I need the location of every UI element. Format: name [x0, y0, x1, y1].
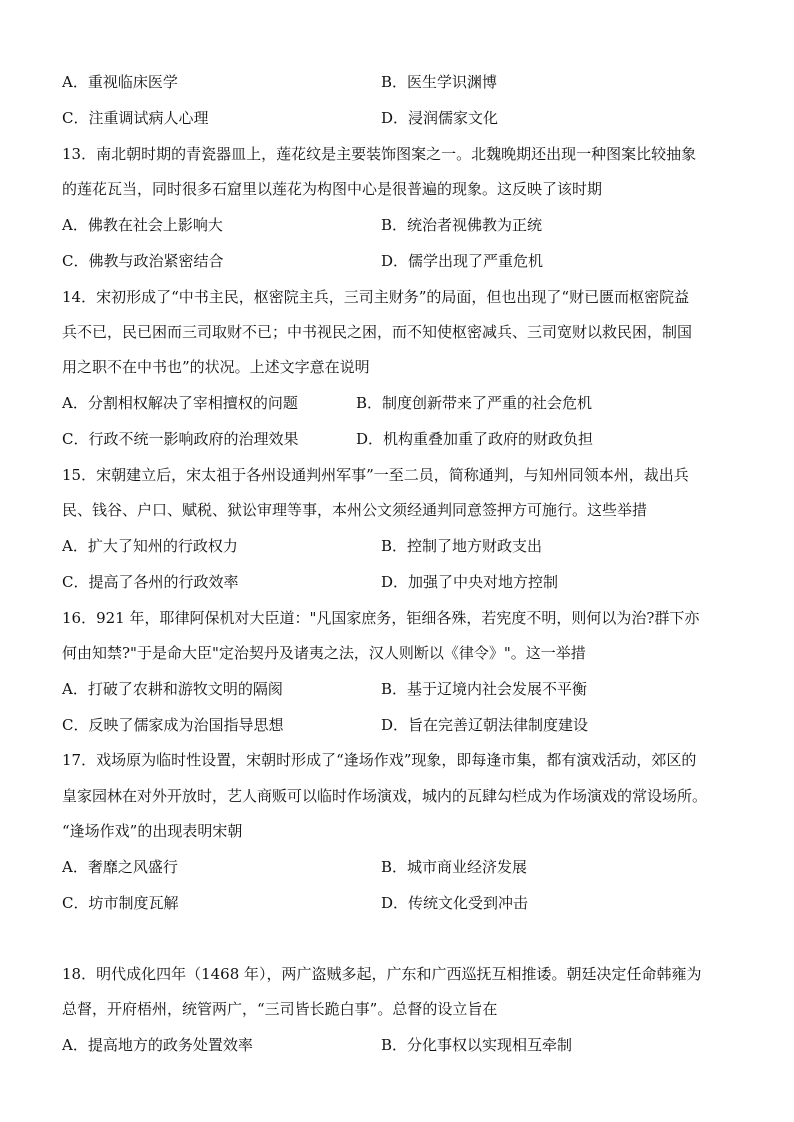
- q13-option-c: C．佛教与政治紧密结合: [62, 252, 224, 270]
- q18-option-b: B．分化事权以实现相互牵制: [381, 1036, 573, 1054]
- q12-option-b: B．医生学识渊博: [381, 73, 498, 91]
- q14-option-d: D．机构重叠加重了政府的财政负担: [356, 430, 594, 448]
- q15-option-c: C．提高了各州的行政效率: [62, 573, 239, 591]
- q16-option-d: D．旨在完善辽朝法律制度建设: [381, 716, 589, 734]
- q12-option-d: D．浸润儒家文化: [381, 109, 499, 127]
- q15-stem-line-1: 15．宋朝建立后，宋太祖于各州设通判州军事”一至二员，简称通判，与知州同领本州，裁出兵: [62, 466, 689, 484]
- q15-option-b: B．控制了地方财政支出: [381, 537, 543, 555]
- q16-stem-line-1: 16．921 年，耶律阿保机对大臣道："凡国家庶务，钜细各殊，若宪度不明，则何以为治?群下亦: [62, 609, 700, 627]
- q17-option-b: B．城市商业经济发展: [381, 858, 528, 876]
- q16-option-b: B．基于辽境内社会发展不平衡: [381, 680, 588, 698]
- q13-option-d: D．儒学出现了严重危机: [381, 252, 544, 270]
- q17-option-a: A．奢靡之风盛行: [62, 858, 178, 876]
- q14-option-b: B．制度创新带来了严重的社会危机: [356, 394, 593, 412]
- q15-stem-line-2: 民、钱谷、户口、赋税、狱讼审理等事，本州公文须经通判同意签押方可施行。这些举措: [62, 501, 648, 519]
- q15-option-d: D．加强了中央对地方控制: [381, 573, 559, 591]
- q17-option-d: D．传统文化受到冲击: [381, 894, 529, 912]
- q12-option-c: C．注重调试病人心理: [62, 109, 209, 127]
- q14-stem-line-1: 14．宋初形成了“中书主民，枢密院主兵，三司主财务”的局面，但也出现了“财已匮而枢密院益: [62, 288, 690, 306]
- q18-option-a: A．提高地方的政务处置效率: [62, 1036, 253, 1054]
- q17-stem-line-1: 17．戏场原为临时性设置，宋朝时形成了“逢场作戏”现象，即每逢市集，都有演戏活动，郊区的: [62, 751, 697, 769]
- q16-option-c: C．反映了儒家成为治国指导思想: [62, 716, 284, 734]
- q16-option-a: A．打破了农耕和游牧文明的隔阂: [62, 680, 283, 698]
- q14-stem-line-3: 用之职不在中书也”的状况。上述文字意在说明: [62, 358, 370, 376]
- q17-stem-line-2: 皇家园林在对外开放时，艺人商贩可以临时作场演戏，城内的瓦肆勾栏成为作场演戏的常设场所。: [62, 787, 708, 805]
- q14-option-c: C．行政不统一影响政府的治理效果: [62, 430, 299, 448]
- q14-option-a: A．分割相权解决了宰相擅权的问题: [62, 394, 298, 412]
- q17-stem-line-3: “逢场作戏”的出现表明宋朝: [62, 822, 243, 840]
- q13-stem-line-1: 13．南北朝时期的青瓷器皿上，莲花纹是主要装饰图案之一。北魏晚期还出现一种图案比较抽象: [62, 145, 697, 163]
- q12-option-a: A．重视临床医学: [62, 73, 178, 91]
- q18-stem-line-1: 18．明代成化四年（1468 年），两广盗贼多起，广东和广西巡抚互相推诿。朝廷决定任命韩雍为: [62, 965, 702, 983]
- q13-option-b: B．统治者视佛教为正统: [381, 216, 543, 234]
- q18-stem-line-2: 总督，开府梧州，统管两广，“三司皆长跪白事”。总督的设立旨在: [62, 1000, 498, 1018]
- q13-stem-line-2: 的莲花瓦当，同时很多石窟里以莲花为构图中心是很普遍的现象。这反映了该时期: [62, 180, 603, 198]
- q15-option-a: A．扩大了知州的行政权力: [62, 537, 238, 555]
- q17-option-c: C．坊市制度瓦解: [62, 894, 179, 912]
- q16-stem-line-2: 何由知禁?"于是命大臣"定治契丹及诸夷之法，汉人则断以《律令》"。这一举措: [62, 644, 586, 662]
- q14-stem-line-2: 兵不已，民已困而三司取财不已；中书视民之困，而不知使枢密减兵、三司宽财以救民困，制国: [62, 323, 693, 341]
- q13-option-a: A．佛教在社会上影响大: [62, 216, 223, 234]
